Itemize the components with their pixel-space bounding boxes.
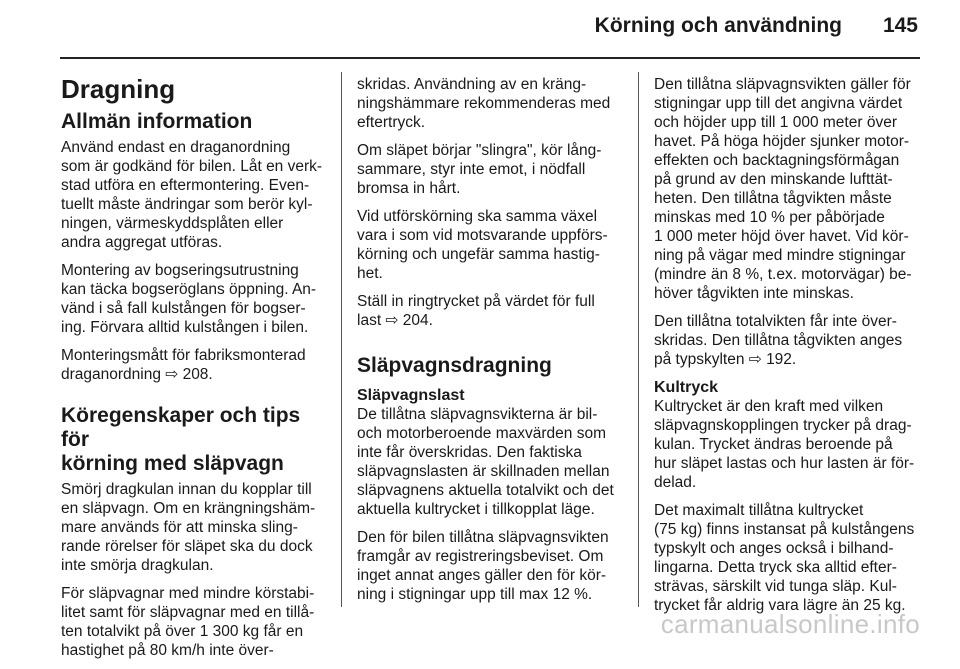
text-line: eftertryck. — [357, 114, 426, 131]
section-heading-slapvagnsdragning: Släpvagnsdragning — [357, 354, 552, 377]
text-line: mare används för att minska sling- — [61, 519, 298, 536]
text-line: sammare, styr inte emot, i nödfall — [357, 161, 586, 178]
text-line: inget annat anges gäller den för kör- — [357, 567, 607, 584]
paragraph — [357, 75, 627, 132]
text-line: havet. På höga höjder sjunker motor- — [654, 133, 910, 150]
cross-reference[interactable]: draganordning ⇨ 208. — [61, 366, 213, 383]
text-line: ningshämmare rekommenderas med — [357, 95, 611, 112]
text-line: effekten och backtagningsförmågan — [654, 152, 900, 169]
text-line: släpvagnskopplingen trycker på drag- — [654, 417, 912, 434]
text-line: hastighet på 80 km/h inte över- — [61, 642, 274, 659]
text-line: Kultrycket är den kraft med vilken — [654, 398, 884, 415]
column-divider-2 — [638, 72, 639, 607]
text-line: stigningar upp till det angivna värdet — [654, 95, 903, 112]
text-line: ningen, värmeskyddsplåten eller — [61, 215, 284, 232]
text-line: het. — [357, 265, 383, 282]
subheading-allman-information: Allmän information — [61, 110, 253, 133]
paragraph — [61, 480, 329, 575]
text-line: Vid utförskörning ska samma växel — [357, 208, 598, 225]
paragraph — [357, 405, 627, 519]
text-line: på grund av den minskande lufttät- — [654, 171, 893, 188]
cross-reference[interactable]: last ⇨ 204. — [357, 312, 433, 329]
text-line: För släpvagnar med mindre körstabi- — [61, 585, 315, 602]
text-line: Monteringsmått för fabriksmonterad — [61, 347, 306, 364]
subheading-kultryck: Kultryck — [654, 379, 719, 396]
text-line: Använd endast en draganordning — [61, 139, 291, 156]
paragraph — [357, 207, 627, 283]
text-line: Smörj dragkulan innan du kopplar till — [61, 481, 312, 498]
text-line: Den tillåtna släpvagnsvikten gäller för — [654, 76, 911, 93]
text-line: De tillåtna släpvagnsvikterna är bil- — [357, 406, 598, 423]
paragraph — [61, 346, 329, 384]
text-line: stad utföra en eftermontering. Even- — [61, 177, 310, 194]
text-line: (75 kg) finns instansat på kulstångens — [654, 521, 915, 538]
text-line: tuellt måste ändringar som berör kyl- — [61, 196, 313, 213]
paragraph — [61, 584, 329, 660]
paragraph — [61, 261, 329, 337]
text-line: höver tågvikten inte minskas. — [654, 285, 854, 302]
text-line: bromsa in hårt. — [357, 180, 461, 197]
text-line: inte smörja dragkulan. — [61, 557, 214, 574]
text-line: släpvagnslasten är skillnaden mellan — [357, 463, 610, 480]
text-line: Montering av bogseringsutrustning — [61, 262, 299, 279]
text-line: vänd i så fall kulstången för bogser- — [61, 300, 306, 317]
text-line: Den tillåtna totalvikten får inte över- — [654, 313, 897, 330]
section-heading-dragning: Dragning — [61, 74, 176, 104]
text-line: inte får överskridas. Den faktiska — [357, 444, 582, 461]
text-line: aktuella kultrycket i tillkopplat läge. — [357, 501, 595, 518]
text-line: typskylt och anges också i bilhand- — [654, 540, 894, 557]
text-line: Om släpet börjar "slingra", kör lång- — [357, 142, 602, 159]
text-line: strävas, särskilt vid tunga släp. Kul- — [654, 578, 897, 595]
heading-line: Köregenskaper och tips för — [61, 404, 301, 451]
text-line: minskas med 10 % per påbörjade — [654, 209, 885, 226]
column-2 — [357, 75, 627, 613]
text-line: och höjder upp till 1 000 meter över — [654, 114, 897, 131]
text-line: 1 000 meter höjd över havet. Vid kör- — [654, 228, 909, 245]
text-line: hur släpet lastas och hur lasten är för- — [654, 455, 915, 472]
text-line: delad. — [654, 474, 697, 491]
paragraph — [654, 312, 926, 369]
column-1 — [61, 74, 329, 669]
column-3 — [654, 75, 926, 624]
text-line: vara i som vid motsvarande uppförs- — [357, 227, 608, 244]
text-line: kan täcka bogseröglans öppning. An- — [61, 281, 317, 298]
cross-reference[interactable]: på typskylten ⇨ 192. — [654, 351, 797, 368]
text-line: skridas. Användning av en kräng- — [357, 76, 587, 93]
text-line: Det maximalt tillåtna kultrycket — [654, 502, 864, 519]
text-line: släpvagnens aktuella totalvikt och det — [357, 482, 614, 499]
paragraph — [654, 501, 926, 615]
subheading-koregenskaper — [61, 404, 329, 476]
text-line: ing. Förvara alltid kulstången i bilen. — [61, 319, 309, 336]
subheading-slapvagnslast: Släpvagnslast — [357, 387, 465, 404]
text-line: lingarna. Detta tryck ska alltid efter- — [654, 559, 897, 576]
paragraph — [357, 141, 627, 198]
paragraph — [654, 75, 926, 303]
page-header — [0, 0, 960, 60]
text-line: Den för bilen tillåtna släpvagnsvikten — [357, 529, 609, 546]
heading-line: körning med släpvagn — [61, 452, 284, 475]
column-divider-1 — [341, 72, 342, 607]
text-line: som är godkänd för bilen. Låt en verk- — [61, 158, 323, 175]
running-header-title: Körning och användning — [594, 14, 842, 37]
text-line: ning i stigningar upp till max 12 %. — [357, 586, 593, 603]
paragraph — [357, 528, 627, 604]
paragraph — [61, 138, 329, 252]
header-rule — [60, 57, 920, 59]
watermark: carmanualsonline.info — [660, 609, 920, 639]
page-number: 145 — [882, 14, 918, 37]
text-line: ning på vägar med mindre stigningar — [654, 247, 906, 264]
text-line: (mindre än 8 %, t.ex. motorvägar) be- — [654, 266, 912, 283]
paragraph — [654, 397, 926, 492]
text-line: trycket får aldrig vara lägre än 25 kg. — [654, 597, 906, 614]
text-line: andra aggregat utföras. — [61, 234, 223, 251]
text-line: skridas. Den tillåtna tågvikten anges — [654, 332, 903, 349]
text-line: körning och ungefär samma hastig- — [357, 246, 600, 263]
text-line: ten totalvikt på över 1 300 kg får en — [61, 623, 304, 640]
text-line: Ställ in ringtrycket på värdet för full — [357, 293, 595, 310]
text-line: och motorberoende maxvärden som — [357, 425, 606, 442]
text-line: rande rörelser för släpet ska du dock — [61, 538, 313, 555]
paragraph — [357, 292, 627, 330]
text-line: kulan. Trycket ändras beroende på — [654, 436, 893, 453]
text-line: en släpvagn. Om en krängningshäm- — [61, 500, 316, 517]
text-line: heten. Den tillåtna tågvikten måste — [654, 190, 892, 207]
text-line: litet samt för släpvagnar med en tillå- — [61, 604, 315, 621]
text-line: framgår av registreringsbeviset. Om — [357, 548, 604, 565]
